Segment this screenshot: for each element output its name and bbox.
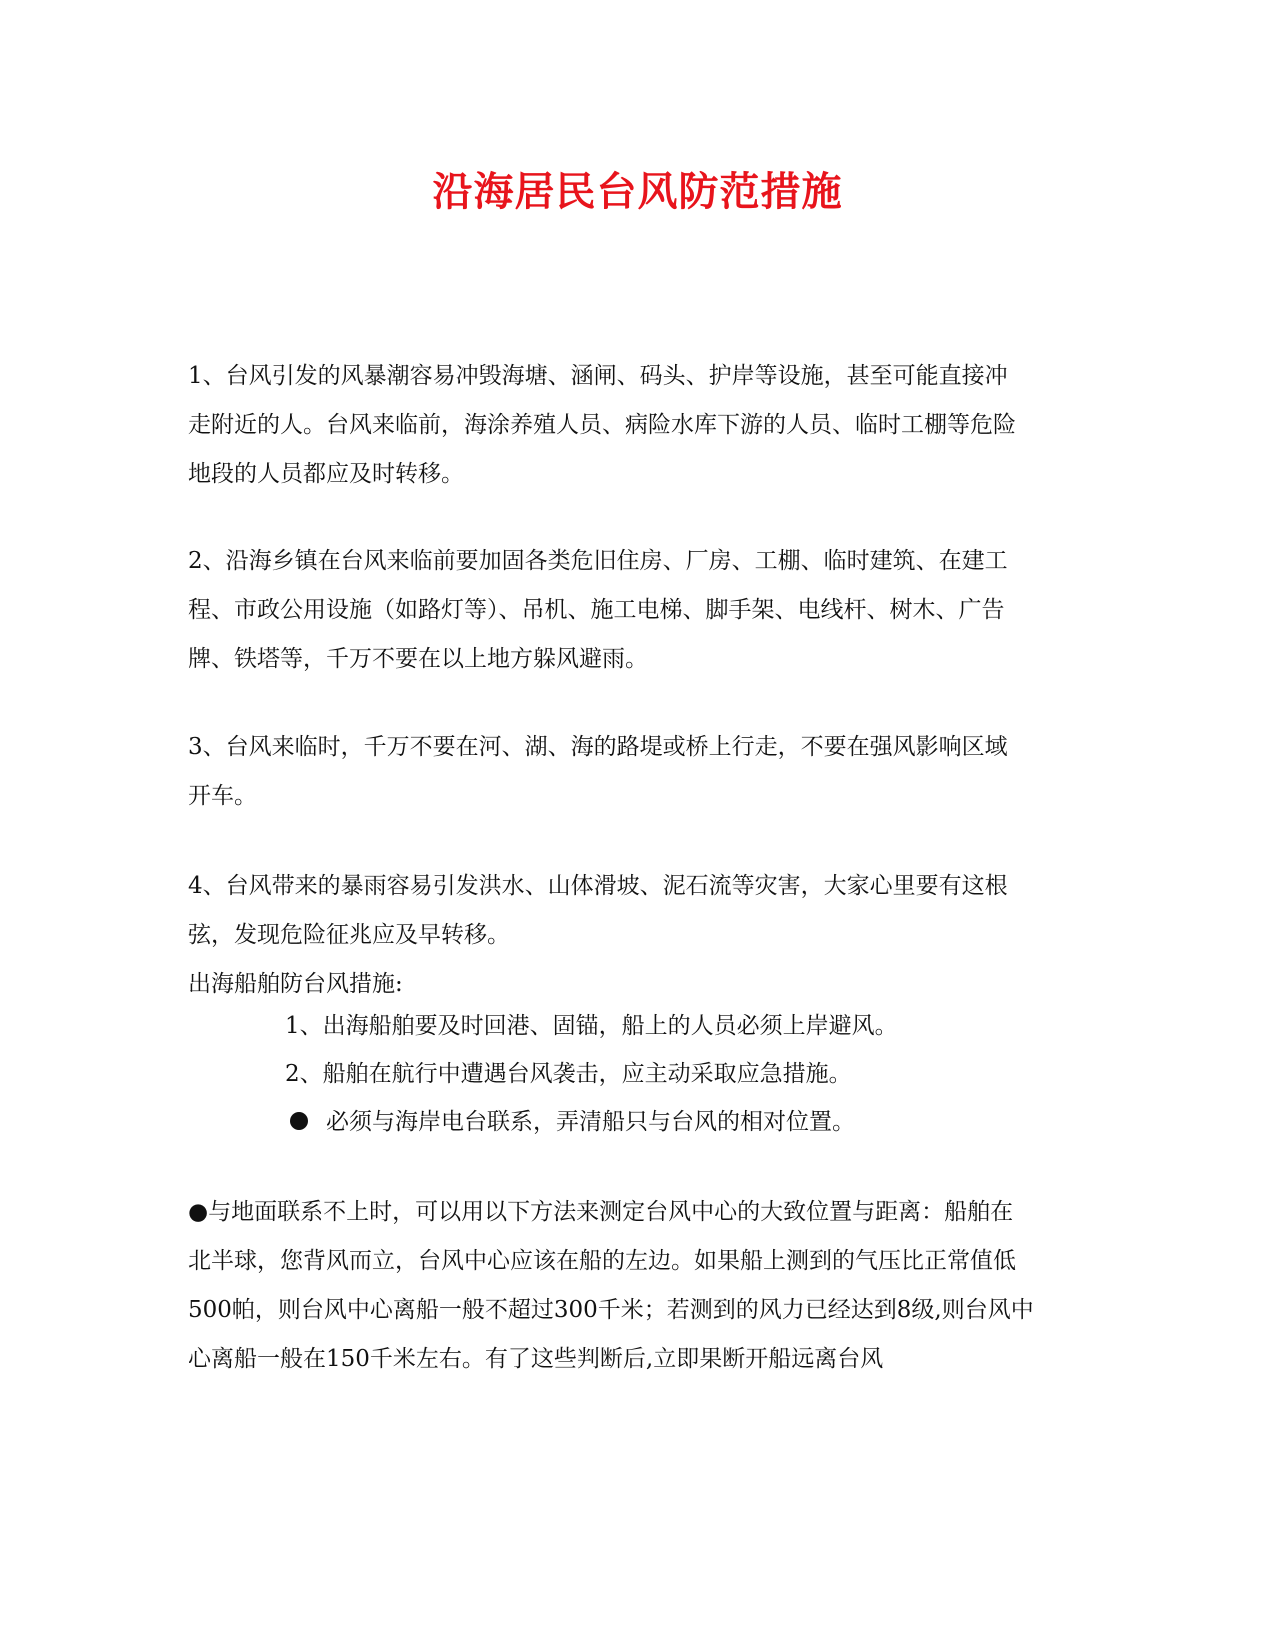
paragraph-1 (188, 352, 1098, 499)
paragraph-line: 北半球，您背风而立，台风中心应该在船的左边。如果船上测到的气压比正常值低 (188, 1248, 1016, 1274)
paragraph-line: 1、台风引发的风暴潮容易冲毁海塘、涵闸、码头、护岸等设施，甚至可能直接冲 (188, 363, 1008, 389)
paragraph-line: 弦，发现危险征兆应及早转移。 (188, 922, 510, 948)
paragraph-line: 地段的人员都应及时转移。 (188, 461, 464, 487)
paragraph-line: 走附近的人。台风来临前，海涂养殖人员、病险水库下游的人员、临时工棚等危险 (188, 412, 1016, 438)
paragraph-line: 牌、铁塔等，千万不要在以上地方躲风避雨。 (188, 646, 648, 672)
paragraph-5 (188, 1188, 1098, 1384)
paragraph-line: 3、台风来临时，千万不要在河、湖、海的路堤或桥上行走，不要在强风影响区域 (188, 734, 1008, 760)
paragraph-line: 500帕，则台风中心离船一般不超过300千米；若测到的风力已经达到8级,则台风中 (188, 1297, 1034, 1323)
paragraph-2 (188, 537, 1098, 684)
ship-measure-2: 2、船舶在航行中遭遇台风袭击，应主动采取应急措施。 (285, 1061, 852, 1087)
paragraph-line: ●与地面联系不上时，可以用以下方法来测定台风中心的大致位置与距离：船舶在 (188, 1199, 1014, 1225)
ship-measure-1: 1、出海船舶要及时回港、固锚，船上的人员必须上岸避风。 (285, 1013, 898, 1039)
document-title: 沿海居民台风防范措施 (432, 168, 843, 215)
ship-measure-3 (290, 1098, 855, 1147)
ship-measure-3-text: 必须与海岸电台联系，弄清船只与台风的相对位置。 (326, 1109, 855, 1135)
paragraph-line: 开车。 (188, 783, 257, 809)
paragraph-line: 心离船一般在150千米左右。有了这些判断后,立即果断开船远离台风 (188, 1346, 884, 1372)
paragraph-3 (188, 723, 1098, 821)
paragraph-4 (188, 862, 1098, 1009)
paragraph-line: 2、沿海乡镇在台风来临前要加固各类危旧住房、厂房、工棚、临时建筑、在建工 (188, 548, 1008, 574)
paragraph-line: 4、台风带来的暴雨容易引发洪水、山体滑坡、泥石流等灾害，大家心里要有这根 (188, 873, 1008, 899)
bullet-icon (290, 1112, 308, 1130)
paragraph-line: 程、市政公用设施（如路灯等）、吊机、施工电梯、脚手架、电线杆、树木、广告 (188, 597, 1005, 623)
section-heading: 出海船舶防台风措施: (188, 971, 403, 997)
